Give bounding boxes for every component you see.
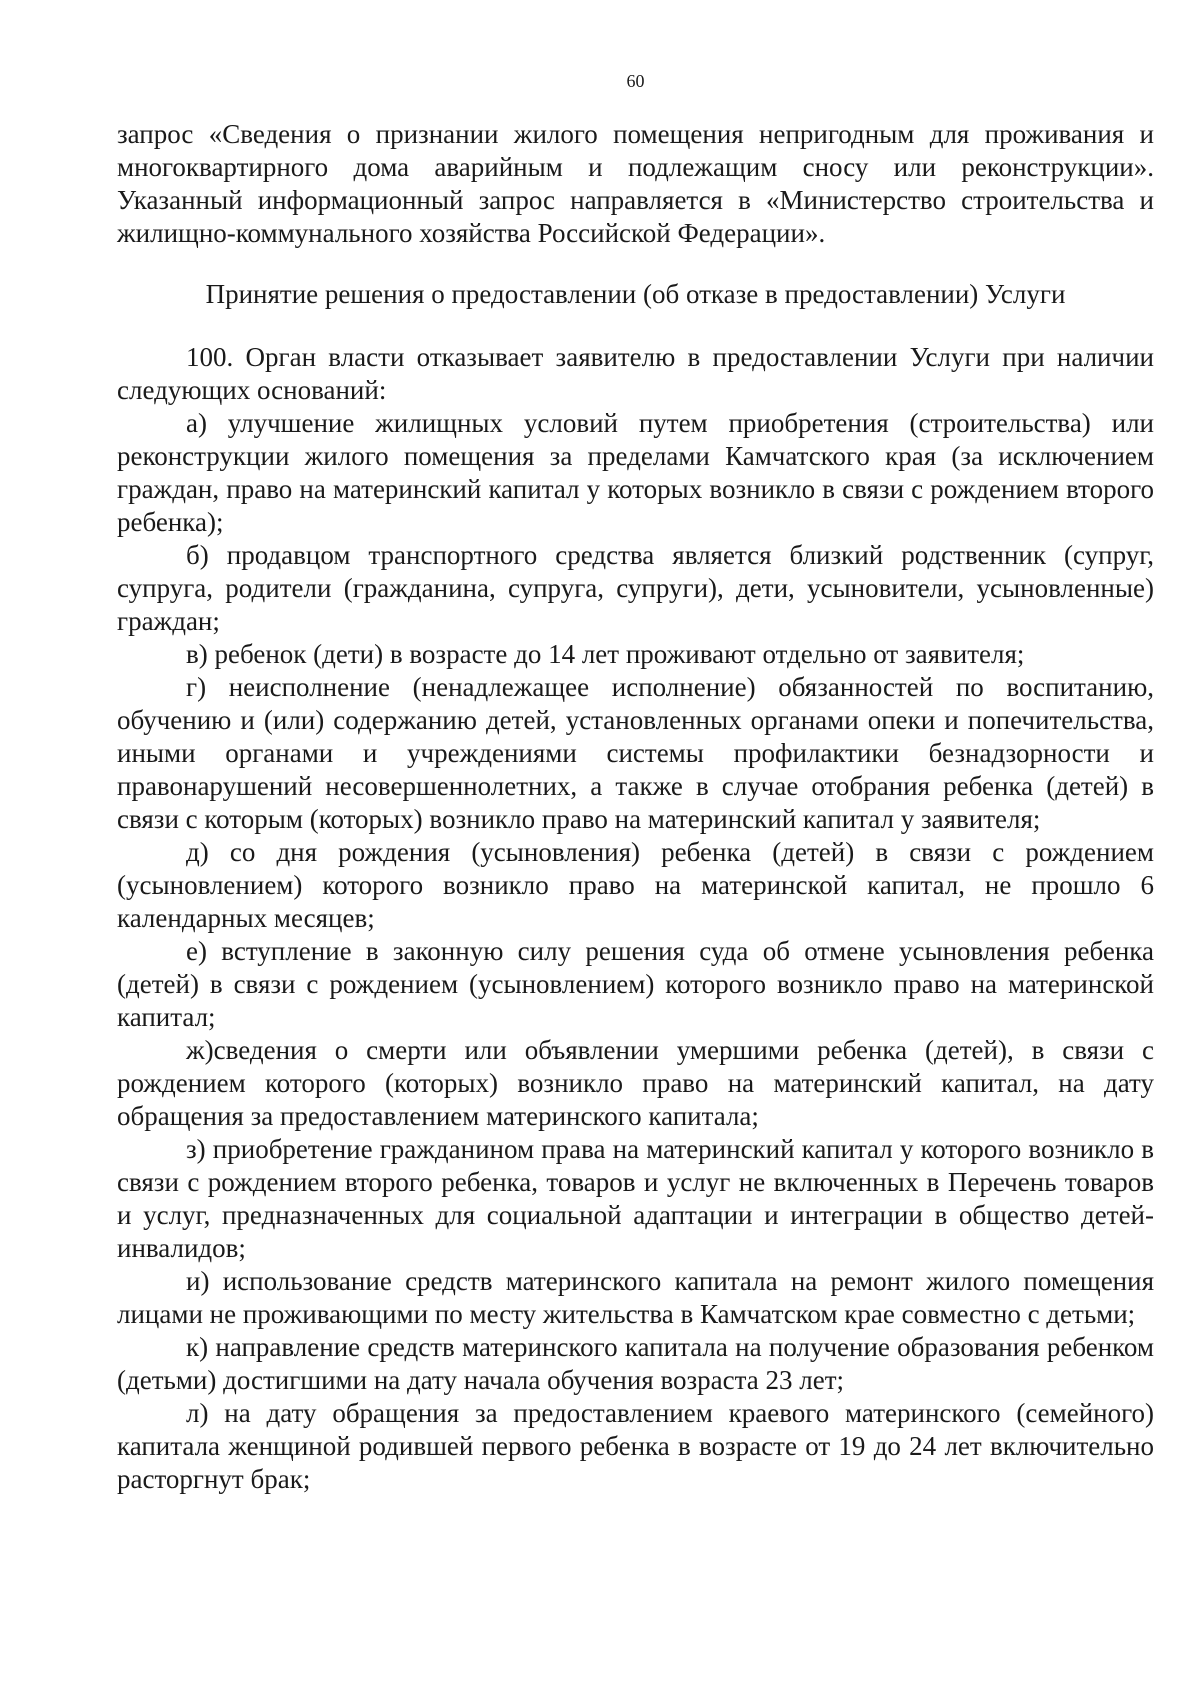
list-item-e: е) вступление в законную силу решения суда об отмене усыновления ребенка (детей) в связи с рождением (усыновлением) которого возникло право на материнской капитал; [117, 936, 1154, 1032]
list-item-d: д) со дня рождения (усыновления) ребенка (детей) в связи с рождением (усыновлением) которого возникло право на материнской капитал, не прошло 6 календарных месяцев; [117, 837, 1154, 933]
list-item-v: в) ребенок (дети) в возрасте до 14 лет проживают отдельно от заявителя; [186, 639, 1025, 669]
page-number: 60 [626, 71, 645, 91]
list-item-l: л) на дату обращения за предоставлением краевого материнского (семейного) капитала женщиной родившей первого ребенка в возрасте от 19 до 24 лет включительно расторгнут брак; [117, 1398, 1154, 1494]
list-item-z: з) приобретение гражданином права на материнский капитал у которого возникло в связи с рождением второго ребенка, товаров и услуг не включенных в Перечень товаров и услуг, предназначенных для социальной адаптации и интеграции в общество детей-инвалидов; [117, 1134, 1154, 1263]
list-item-zh: ж)сведения о смерти или объявлении умершими ребенка (детей), в связи с рождением которого (которых) возникло право на материнский капитал, на дату обращения за предоставлением материнского капитала; [117, 1035, 1154, 1131]
list-item-k: к) направление средств материнского капитала на получение образования ребенком (детьми) достигшими на дату начала обучения возраста 23 лет; [117, 1332, 1154, 1395]
intro-paragraph: запрос «Сведения о признании жилого помещения непригодным для проживания и многоквартирного дома аварийным и подлежащим сносу или реконструкции». Указанный информационный запрос направляется в «Министерство строительства и жилищно-коммунального хозяйства Российской Федерации». [117, 119, 1154, 248]
list-item-a: а) улучшение жилищных условий путем приобретения (строительства) или реконструкции жилого помещения за пределами Камчатского края (за исключением граждан, право на материнский капитал у которых возникло в связи с рождением второго ребенка); [117, 408, 1154, 537]
list-item-i: и) использование средств материнского капитала на ремонт жилого помещения лицами не проживающими по месту жительства в Камчатском крае совместно с детьми; [117, 1266, 1154, 1329]
list-item-b: б) продавцом транспортного средства является близкий родственник (супруг, супруга, родители (гражданина, супруга, супруги), дети, усыновители, усыновленные) граждан; [117, 540, 1154, 636]
list-item-g: г) неисполнение (ненадлежащее исполнение) обязанностей по воспитанию, обучению и (или) содержанию детей, установленных органами опеки и попечительства, иными органами и учреждениями системы профилактики безнадзорности и правонарушений несовершеннолетних, а также в случае отобрания ребенка (детей) в связи с которым (которых) возникло право на материнский капитал у заявителя; [117, 672, 1154, 834]
clause-100: 100. Орган власти отказывает заявителю в предоставлении Услуги при наличии следующих оснований: [117, 342, 1154, 405]
section-heading: Принятие решения о предоставлении (об отказе в предоставлении) Услуги [205, 279, 1066, 309]
